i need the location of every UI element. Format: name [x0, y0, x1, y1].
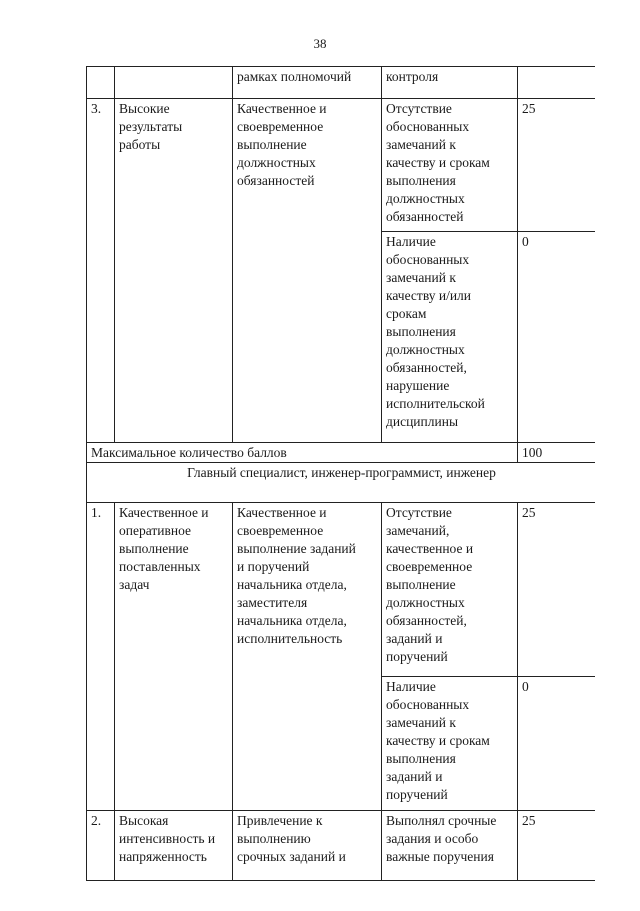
cell-score [518, 67, 596, 99]
cell-description: рамках полномочий [233, 67, 382, 99]
cell-condition: Наличие обоснованных замечаний к качеству и/или срокам выполнения должностных обязанностей, нарушение исполнительской дисциплины [382, 232, 518, 443]
table-row [87, 67, 596, 99]
cell-condition: Наличие обоснованных замечаний к качеству и срокам выполнения заданий и поручений [382, 677, 518, 811]
table-row-max-score [87, 443, 596, 463]
cell-number: 3. [87, 99, 115, 443]
cell-number: 2. [87, 811, 115, 881]
page-number: 38 [313, 36, 327, 51]
cell-score: 0 [518, 677, 596, 811]
table-row [87, 99, 596, 232]
table-row-section-heading [87, 463, 596, 503]
max-score-value: 100 [518, 443, 596, 463]
cell-score: 25 [518, 811, 596, 881]
cell-description: Качественное и своевременное выполнение должностных обязанностей [233, 99, 382, 443]
cell-condition: Выполнял срочные задания и особо важные поручения [382, 811, 518, 881]
max-score-label: Максимальное количество баллов [87, 443, 518, 463]
cell-description: Привлечение к выполнению срочных заданий и [233, 811, 382, 881]
cell-score: 0 [518, 232, 596, 443]
cell-score: 25 [518, 99, 596, 232]
criteria-table-sheet [86, 66, 595, 911]
cell-condition: Отсутствие замечаний, качественное и своевременное выполнение должностных обязанностей, заданий и поручений [382, 503, 518, 677]
cell-score: 25 [518, 503, 596, 677]
cell-criterion: Высокие результаты работы [115, 99, 233, 443]
cell-criterion: Высокая интенсивность и напряженность [115, 811, 233, 881]
table-row [87, 503, 596, 677]
cell-criterion: Качественное и оперативное выполнение поставленных задач [115, 503, 233, 811]
cell-condition: контроля [382, 67, 518, 99]
cell-number [87, 67, 115, 99]
cell-criterion [115, 67, 233, 99]
table-row [87, 811, 596, 881]
criteria-table [86, 66, 595, 881]
cell-condition: Отсутствие обоснованных замечаний к качеству и срокам выполнения должностных обязанностей [382, 99, 518, 232]
cell-description: Качественное и своевременное выполнение заданий и поручений начальника отдела, заместителя начальника отдела, исполнительность [233, 503, 382, 811]
section-heading: Главный специалист, инженер-программист, инженер [87, 463, 596, 503]
cell-number: 1. [87, 503, 115, 811]
